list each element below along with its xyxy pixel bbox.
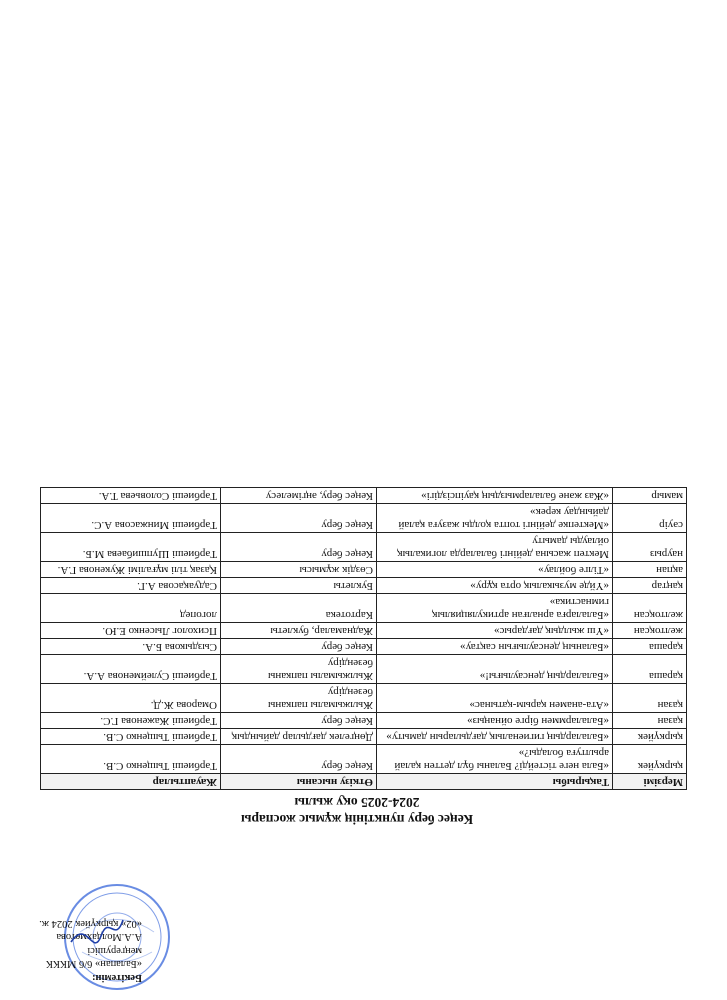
cell-responsible: Тәрбиеші Сулейменова А.А. bbox=[41, 655, 221, 684]
cell-topic: «Тілге бойлау» bbox=[377, 562, 613, 578]
cell-responsible: логопед bbox=[41, 594, 221, 623]
cell-month: ақпан bbox=[613, 562, 687, 578]
cell-form: Жылжымалы папканы безендіру bbox=[221, 655, 377, 684]
table-row bbox=[41, 639, 687, 655]
page-title bbox=[77, 794, 637, 828]
cell-responsible: Тәрбиеші Тыщенко С.В. bbox=[41, 745, 221, 774]
header-responsible: Жауаптылар bbox=[41, 774, 221, 790]
table-row bbox=[41, 684, 687, 713]
cell-form: Картотека bbox=[221, 594, 377, 623]
cell-topic: «Мектепке дейінгі топта қолды жазуға қалай дайындау керек» bbox=[377, 504, 613, 533]
table-row bbox=[41, 504, 687, 533]
cell-form: Жаднамалар, буклеты bbox=[221, 623, 377, 639]
cell-topic: Мектеп жасына дейінгі балаларда логикалық ойлауды дамыту bbox=[377, 533, 613, 562]
cell-form: Сөздік жұмысы bbox=[221, 562, 377, 578]
cell-responsible: Тәрбиеші Тыщенко С.В. bbox=[41, 729, 221, 745]
table-row bbox=[41, 594, 687, 623]
cell-responsible: Садуақасова А.Г. bbox=[41, 578, 221, 594]
table-row bbox=[41, 655, 687, 684]
cell-form: Кеңес беру bbox=[221, 504, 377, 533]
cell-month: желтоқсан bbox=[613, 623, 687, 639]
cell-responsible: Сыздыкова Б.А. bbox=[41, 639, 221, 655]
cell-topic: «Ата-анамен қарым-қатынас» bbox=[377, 684, 613, 713]
cell-form: Кеңес беру, әңгімелесу bbox=[221, 488, 377, 504]
cell-form: Кеңес беру bbox=[221, 745, 377, 774]
cell-month: желтоқсан bbox=[613, 594, 687, 623]
cell-form: Кеңес беру bbox=[221, 713, 377, 729]
cell-responsible: Омарова Ж.Д. bbox=[41, 684, 221, 713]
cell-topic: «Үйде музыкалық орта құру» bbox=[377, 578, 613, 594]
cell-month: қазан bbox=[613, 713, 687, 729]
header-topic: Тақырыбы bbox=[377, 774, 613, 790]
table-row bbox=[41, 623, 687, 639]
cell-topic: «Балалардың денсаулығы!» bbox=[377, 655, 613, 684]
cell-responsible: Тәрбиеші Шупшибаева М.Б. bbox=[41, 533, 221, 562]
approval-date: «02» қыркүйек 2024 ж. bbox=[39, 918, 142, 929]
approval-signatory: А.А.Молдахметова bbox=[56, 931, 142, 943]
cell-responsible: Тәрбиеші Жаженова Г.С. bbox=[41, 713, 221, 729]
cell-month: мамыр bbox=[613, 488, 687, 504]
cell-topic: «Жаз және балалармыздың қауіпсіздігі» bbox=[377, 488, 613, 504]
cell-form: Жылжымалы папканы безендіру bbox=[221, 684, 377, 713]
title-line-2: 2024-2025 оқу жылы bbox=[294, 795, 420, 810]
cell-month: қазан bbox=[613, 684, 687, 713]
signature-icon bbox=[67, 912, 127, 948]
cell-topic: «Баланың денсаулығын сақтау» bbox=[377, 639, 613, 655]
approval-position: меңгерушісі bbox=[87, 945, 142, 956]
approval-header: Бекітемін: bbox=[91, 972, 142, 983]
table-row bbox=[41, 562, 687, 578]
cell-topic: «Балалардың гигиеналық дағдыларын дамыту» bbox=[377, 729, 613, 745]
cell-month: қаңтар bbox=[613, 578, 687, 594]
cell-responsible: Қазақ тілі мұғалімі Жукенова Г.А. bbox=[41, 562, 221, 578]
approval-org: «Балапан» 6/6 МККК bbox=[46, 958, 142, 970]
cell-month: қыркүйек bbox=[613, 729, 687, 745]
cell-topic: «Балаларммен бірге ойнаңыз» bbox=[377, 713, 613, 729]
cell-form: Кеңес беру bbox=[221, 533, 377, 562]
table-row bbox=[41, 745, 687, 774]
plan-table bbox=[40, 487, 687, 790]
header-term: Мерзімі bbox=[613, 774, 687, 790]
table-header-row bbox=[41, 774, 687, 790]
header-form: Өткізу нысаны bbox=[221, 774, 377, 790]
cell-form: Кеңес беру bbox=[221, 639, 377, 655]
cell-month: қараша bbox=[613, 639, 687, 655]
cell-topic: «Үш жылдық дағдарыс» bbox=[377, 623, 613, 639]
cell-topic: «Балаларға арналған артикуляциялық гимнастика» bbox=[377, 594, 613, 623]
cell-month: қараша bbox=[613, 655, 687, 684]
cell-month: сәуір bbox=[613, 504, 687, 533]
table-row bbox=[41, 578, 687, 594]
cell-form: Буклеты bbox=[221, 578, 377, 594]
cell-responsible: Тәрбиеші Минжасова А.С. bbox=[41, 504, 221, 533]
table-row bbox=[41, 533, 687, 562]
table-row bbox=[41, 729, 687, 745]
title-line-1: Кеңес беру пунктінің жұмыс жоспары bbox=[240, 812, 474, 827]
cell-responsible: Психолог Лысенко Е.Ю. bbox=[41, 623, 221, 639]
cell-month: наурыз bbox=[613, 533, 687, 562]
cell-month: қыркүйек bbox=[613, 745, 687, 774]
cell-responsible: Тәрбиеші Соловьева Т.А. bbox=[41, 488, 221, 504]
table-row bbox=[41, 713, 687, 729]
cell-form: Дөңгелек дағдылар дайындық bbox=[221, 729, 377, 745]
table-row bbox=[41, 488, 687, 504]
cell-topic: «Бала неге тістейді? Баланы бұл деттен қалай арылтуға болады?» bbox=[377, 745, 613, 774]
